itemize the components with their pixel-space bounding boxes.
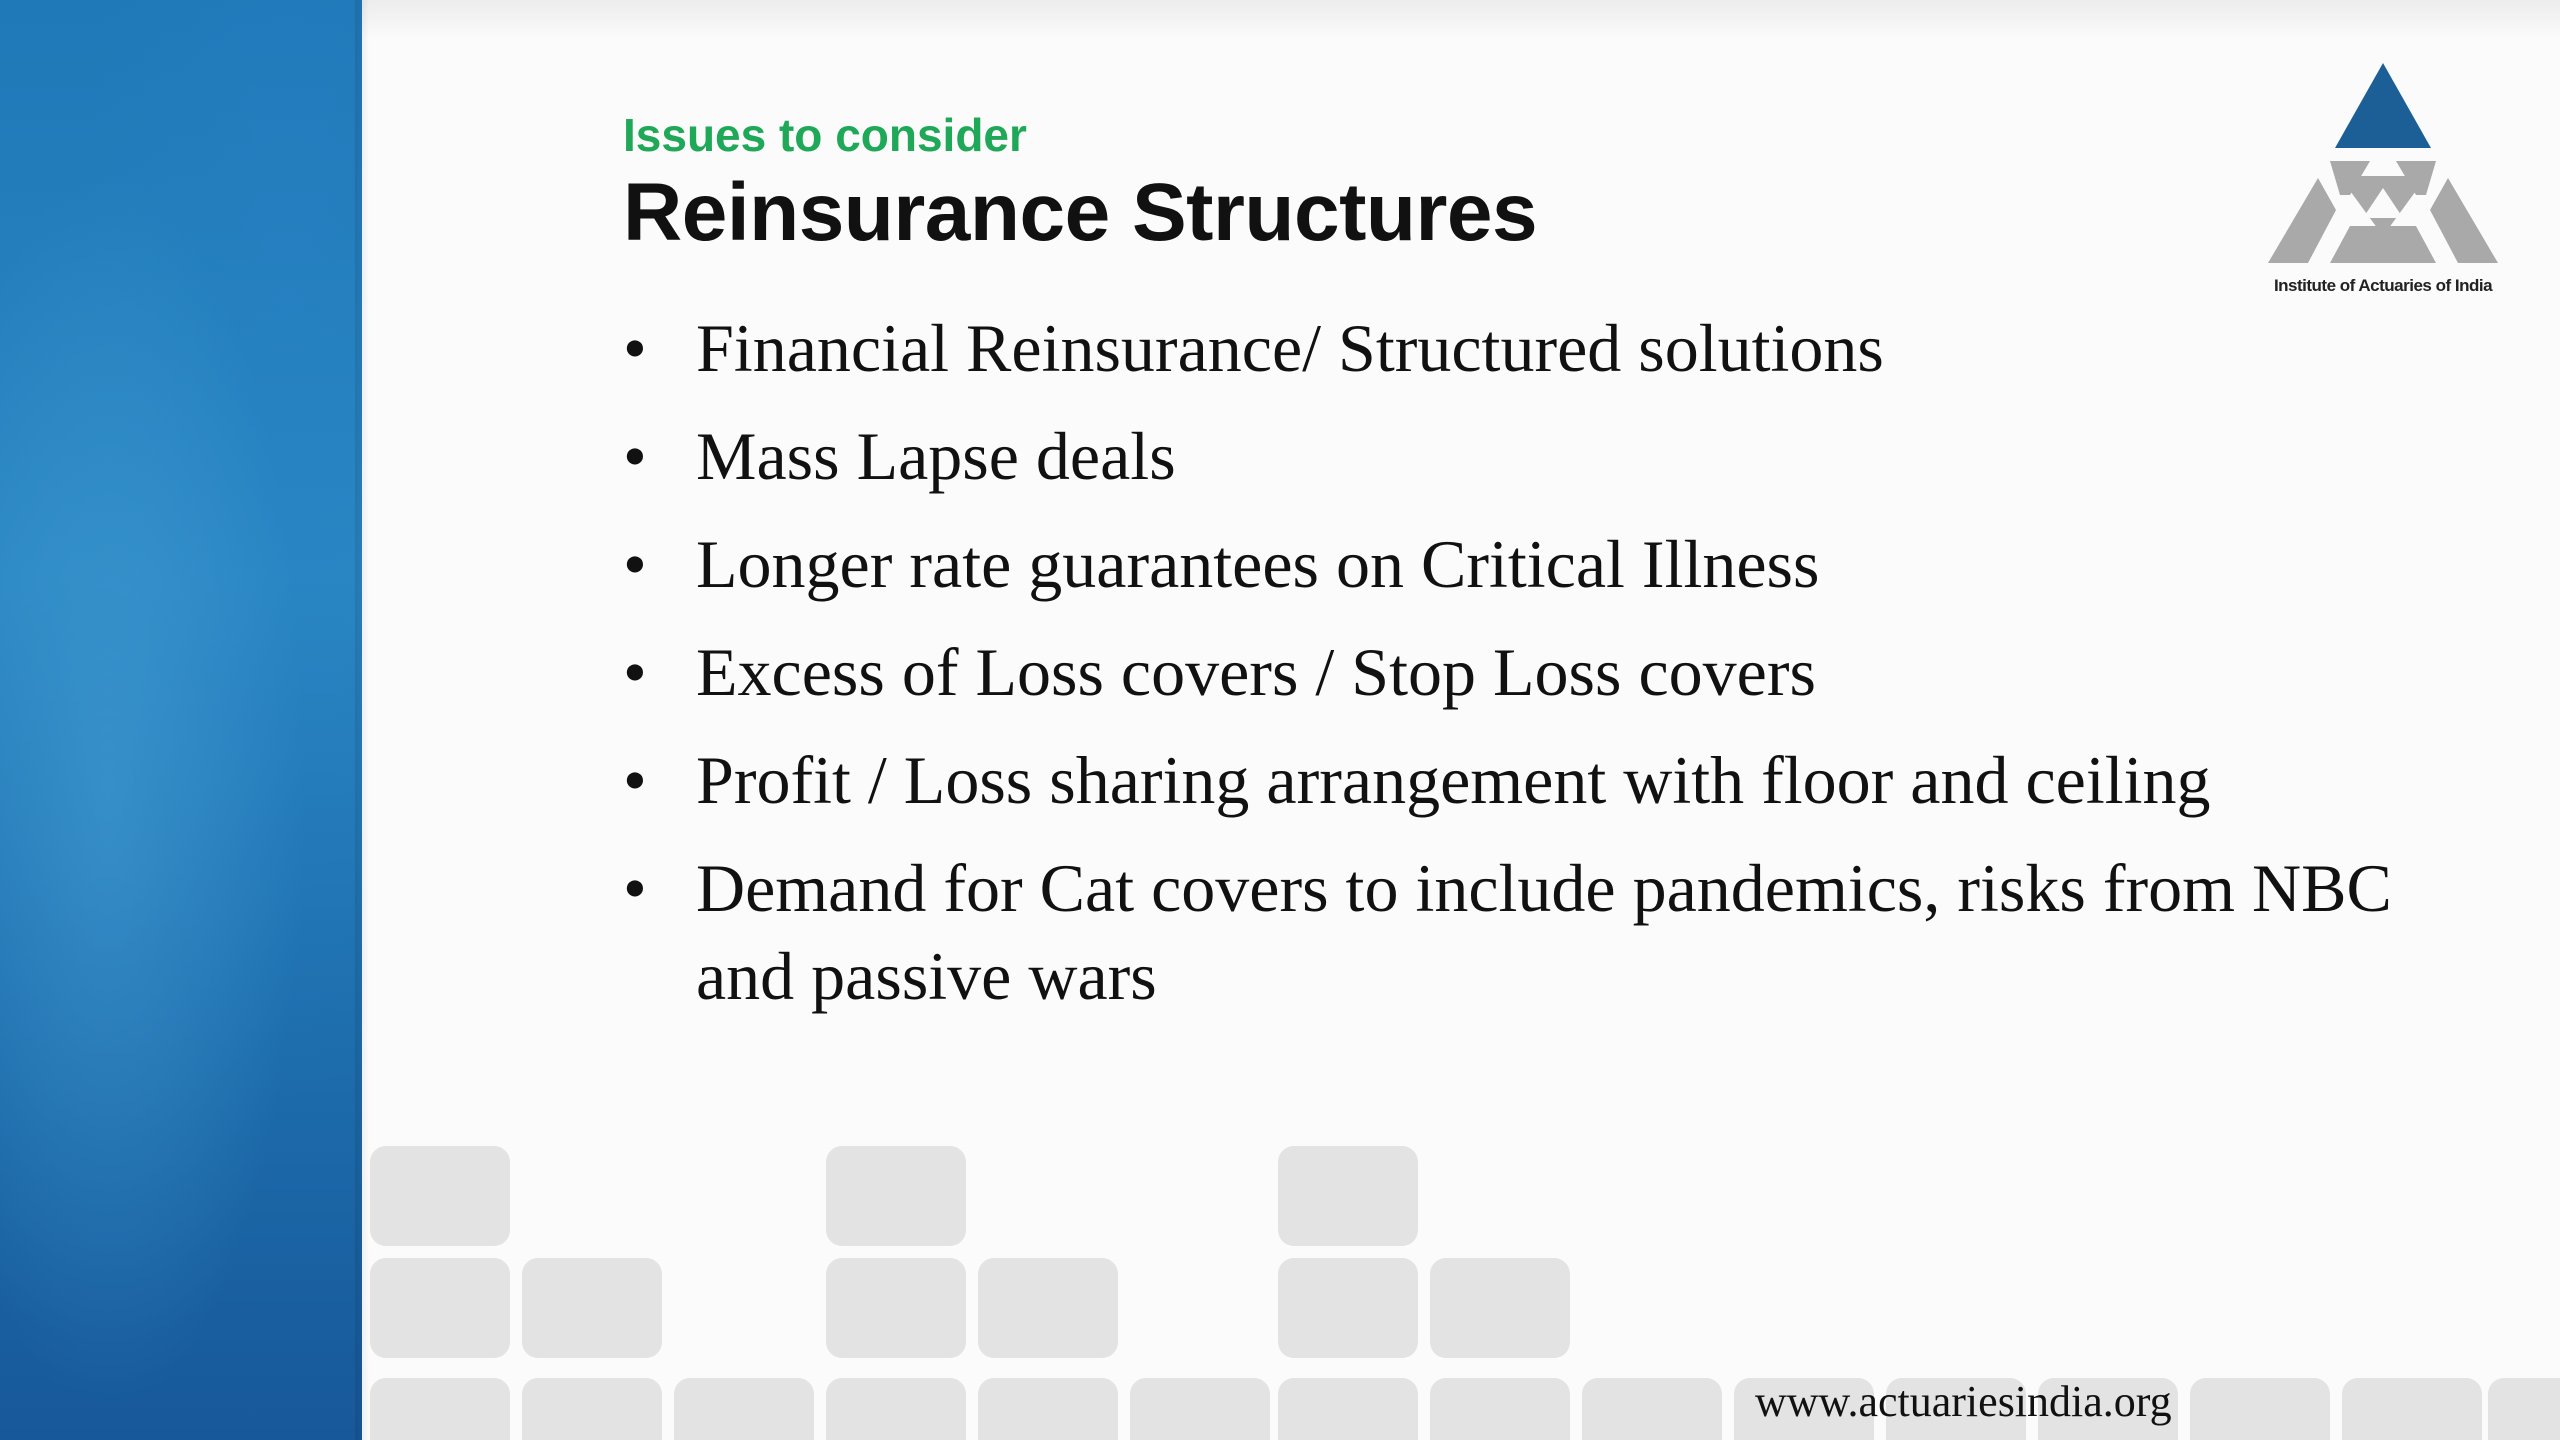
bullet-text: Demand for Cat covers to include pandemics, risks from NBC and passive wars (696, 850, 2392, 1014)
bullet-icon: • (623, 634, 647, 710)
decor-tile (370, 1258, 510, 1358)
bullet-icon: • (623, 310, 647, 386)
bullet-item (623, 628, 2423, 716)
decor-tile (2190, 1378, 2330, 1440)
top-shadow (362, 0, 2560, 40)
decor-tile (370, 1378, 510, 1440)
bullet-text: Longer rate guarantees on Critical Illness (696, 526, 1820, 602)
bullet-text: Mass Lapse deals (696, 418, 1176, 494)
slide-subtitle: Issues to consider (623, 109, 1027, 161)
decor-tile (826, 1146, 966, 1246)
bullet-item (623, 736, 2423, 824)
decor-tile (978, 1378, 1118, 1440)
bullet-item (623, 412, 2423, 500)
decor-tile (826, 1378, 966, 1440)
decorative-tile-pattern (362, 1130, 2560, 1440)
decor-tile (1278, 1258, 1418, 1358)
bullet-item (623, 520, 2423, 608)
decor-tile (1430, 1378, 1570, 1440)
bullet-item (623, 844, 2423, 1020)
bullet-icon: • (623, 526, 647, 602)
decor-tile (2488, 1378, 2560, 1440)
institute-logo-icon (2258, 58, 2508, 308)
decor-tile (1582, 1378, 1722, 1440)
decor-tile (522, 1258, 662, 1358)
decor-tile (978, 1258, 1118, 1358)
decor-tile (1278, 1378, 1418, 1440)
bullet-icon: • (623, 418, 647, 494)
decor-tile (1130, 1378, 1270, 1440)
logo-caption: Institute of Actuaries of India (2273, 276, 2493, 295)
decor-tile (826, 1258, 966, 1358)
left-blue-band (0, 0, 362, 1440)
slide-title: Reinsurance Structures (623, 167, 1538, 258)
bullet-item (623, 304, 2423, 392)
bullet-text: Financial Reinsurance/ Structured solutions (696, 310, 1884, 386)
footer-url: www.actuariesindia.org (1755, 1377, 2172, 1426)
decor-tile (1430, 1258, 1570, 1358)
bullet-icon: • (623, 742, 647, 818)
decor-tile (1278, 1146, 1418, 1246)
decor-tile (674, 1378, 814, 1440)
decor-tile (2342, 1378, 2482, 1440)
bullet-list (623, 304, 2423, 1040)
bullet-text: Profit / Loss sharing arrangement with floor and ceiling (696, 742, 2211, 818)
bullet-text: Excess of Loss covers / Stop Loss covers (696, 634, 1816, 710)
decor-tile (370, 1146, 510, 1246)
bullet-icon: • (623, 850, 647, 926)
decor-tile (522, 1378, 662, 1440)
